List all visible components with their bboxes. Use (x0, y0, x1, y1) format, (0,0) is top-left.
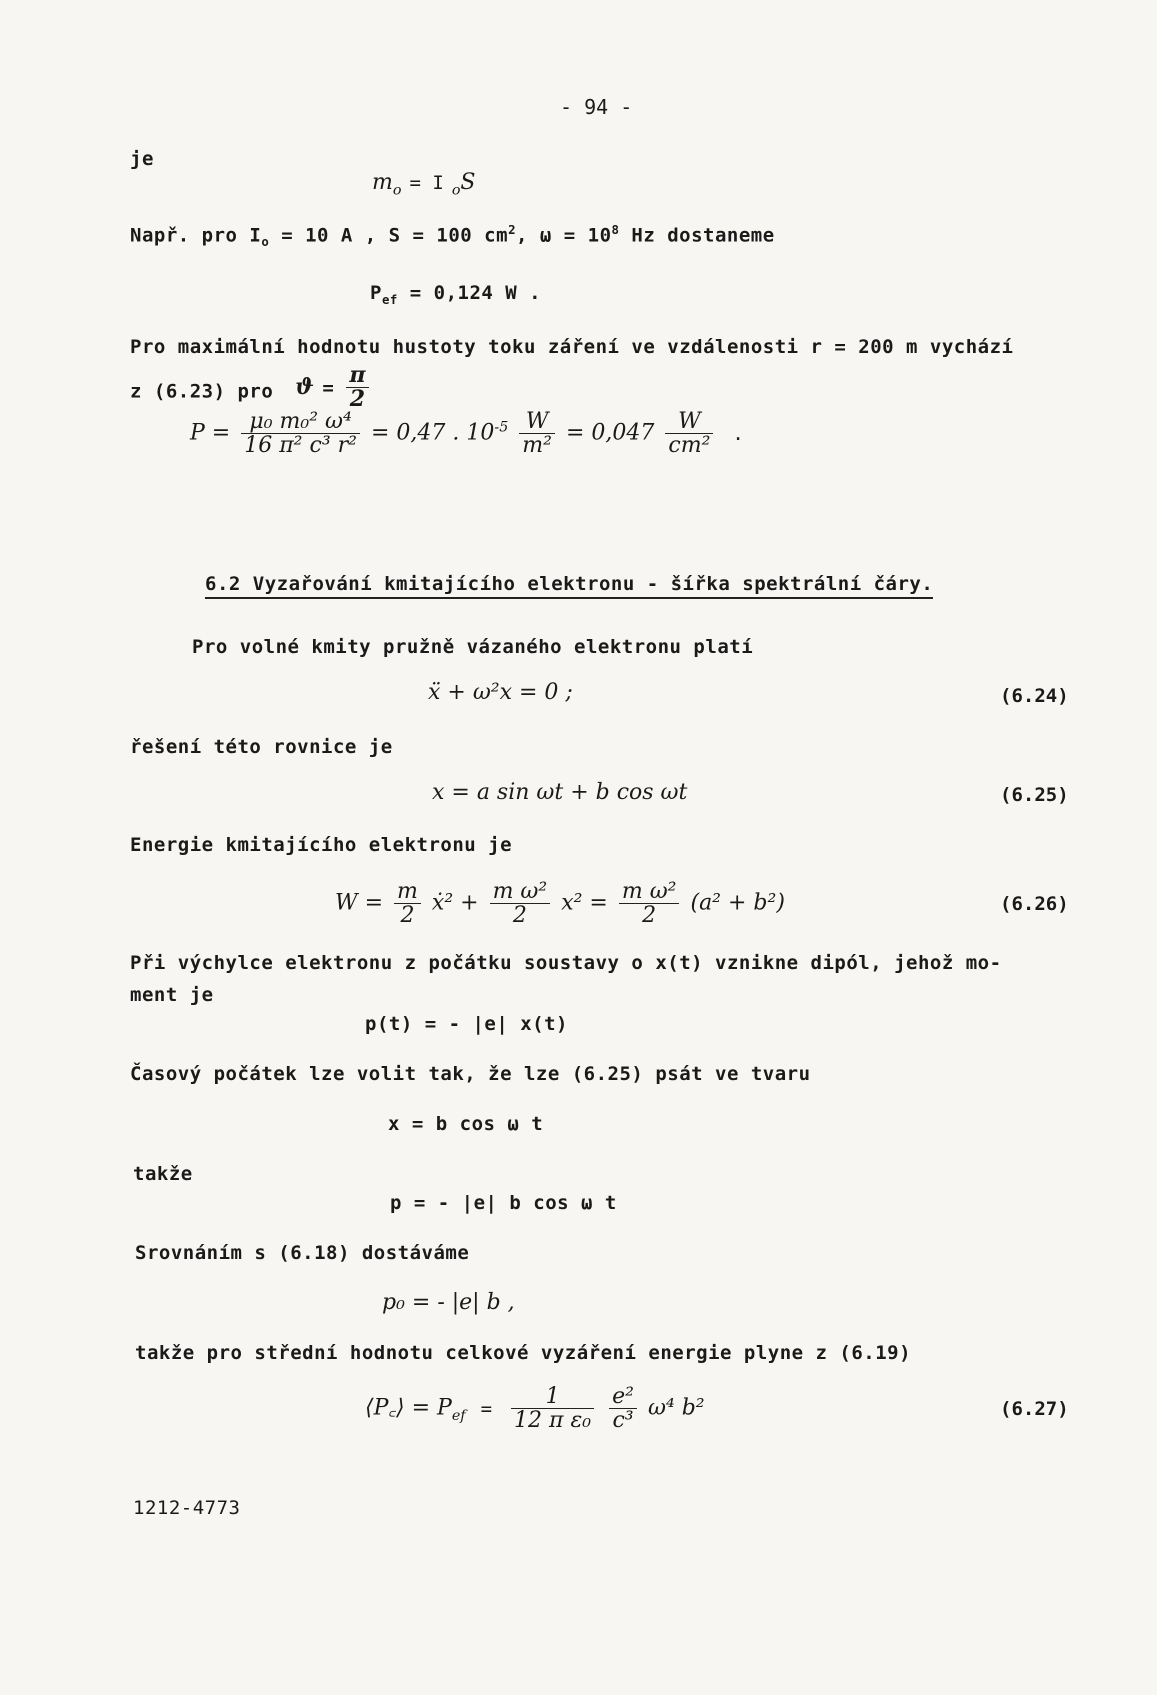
equation-626: W = $\frac{m}{2}$ ẋ² + $\frac{\text{m ω²}}{2}$ x² = $\frac{\text{m ω²}}{2}$ (a² + b²) (335, 879, 785, 929)
text-reseni: řešení této rovnice je (130, 736, 393, 758)
paragraph-vychylce-line1: Při výchylce elektronu z počátku soustavy o x(t) vznikne dipól, jehož mo- (130, 952, 1002, 974)
equation-xcos: x = b cos ω t (388, 1113, 544, 1135)
text-napr: Např. pro $I_o = 10$ A , S = 100 $cm^2$, $\omega = 10^8$ Hz dostaneme (130, 223, 775, 250)
section-heading: 6.2 Vyzařování kmitajícího elektronu - šířka spektrální čáry. (205, 573, 933, 599)
equation-m0: $m_o = I$ $_o$S (372, 170, 476, 199)
equation-pef: $P_{ef} = 0,124$ W . (370, 282, 542, 307)
equation-624: ẍ + ω²x = 0 ; (428, 680, 573, 705)
paragraph-casovy: Časový počátek lze volit tak, že lze (6.25) psát ve tvaru (130, 1063, 811, 1085)
equation-p0: p₀ = - |e| b , (382, 1290, 515, 1315)
paragraph-maximalni-line1: Pro maximální hodnotu hustoty toku záření ve vzdálenosti r = 200 m vychází (130, 336, 1014, 358)
equation-number-627: (6.27) (1000, 1398, 1069, 1420)
paragraph-takze-pro: takže pro střední hodnotu celkové vyzáření energie plyne z (6.19) (135, 1342, 912, 1364)
page-number: - 94 - (560, 95, 633, 119)
equation-pcos: p = - |e| b cos ω t (390, 1192, 617, 1214)
paragraph-maximalni-line2: z (6.23) pro ϑ = $\frac{\pi}{2}$ (130, 368, 363, 415)
paragraph-vychylce-line2: ment je (130, 984, 214, 1006)
equation-number-625: (6.25) (1000, 784, 1069, 806)
paragraph-srovnanim: Srovnáním s (6.18) dostáváme (135, 1242, 470, 1264)
equation-number-626: (6.26) (1000, 893, 1069, 915)
footer-code: 1212-4773 (133, 1497, 241, 1519)
theta-equation: ϑ = $\frac{\pi}{2}$ (295, 374, 373, 400)
equation-P: P = $\frac{\text{μ₀ m₀² ω⁴}}{\text{16 π² c³ r²}}$ = 0,47 . $10^{-5}$ $\frac{W}{\text{m²}}$ = 0,047 $\frac{W}{\text{cm²}}$ . (190, 409, 744, 459)
paragraph-pro-volne: Pro volné kmity pružně vázaného elektronu platí (192, 636, 754, 658)
equation-625: x = a sin ωt + b cos ωt (432, 780, 688, 805)
text-je: je (130, 148, 154, 170)
text-energie: Energie kmitajícího elektronu je (130, 834, 513, 856)
equation-number-624: (6.24) (1000, 685, 1069, 707)
text-takze: takže (133, 1163, 193, 1185)
equation-627: ⟨P꜀⟩ = $P_{ef}$ = $\frac{1}{\text{12 π ε₀}}$ $\frac{\text{e²}}{\text{c³}}$ ω⁴ b² (365, 1384, 705, 1434)
equation-pt: p(t) = - |e| x(t) (365, 1013, 568, 1035)
